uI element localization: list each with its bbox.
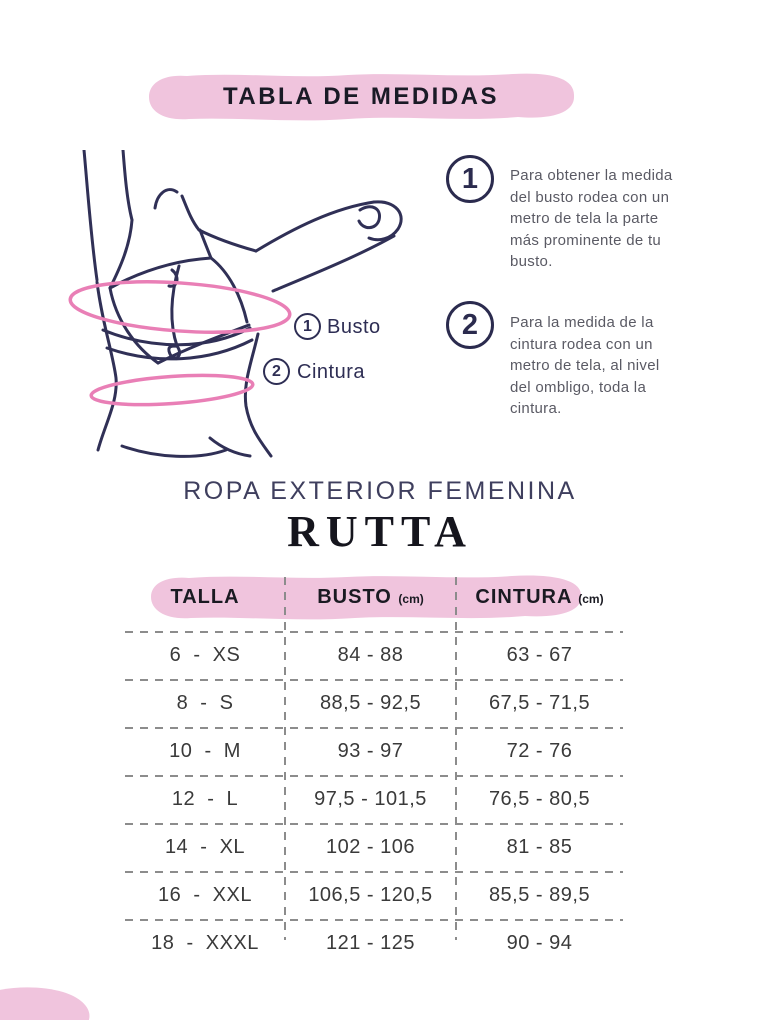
waist-label-number: 2 <box>272 362 281 380</box>
bust-cell: 106,5 - 120,5 <box>308 884 433 906</box>
brand-name: RUTTA <box>287 507 473 556</box>
bust-cell: 84 - 88 <box>337 644 404 666</box>
waist-label-badge <box>263 358 290 385</box>
bust-label-badge <box>294 313 321 340</box>
bust-cell: 88,5 - 92,5 <box>319 692 422 714</box>
page-title: TABLA DE MEDIDAS <box>223 83 499 110</box>
table-row <box>125 727 623 775</box>
waist-cell: 76,5 - 80,5 <box>488 788 591 810</box>
step-2-number: 2 <box>461 308 479 341</box>
bust-cell: 97,5 - 101,5 <box>314 788 427 810</box>
step-1-number: 1 <box>461 162 479 195</box>
table-row <box>125 631 623 679</box>
column-header-cintura: CINTURA (cm) <box>475 586 604 608</box>
measurement-figure-illustration <box>60 150 440 460</box>
step-2-instruction: Para la medida de la cintura rodea con un metro de tela, al nivel del ombligo, toda la cintura. <box>510 314 660 417</box>
bust-cell: 121 - 125 <box>325 932 415 954</box>
bust-label-number: 1 <box>303 317 312 335</box>
step-1-badge <box>446 155 494 203</box>
bust-cell: 102 - 106 <box>325 836 415 858</box>
size-cell: 14 - XL <box>164 836 246 858</box>
size-cell: 16 - XXL <box>158 884 252 906</box>
body-outline <box>84 150 401 456</box>
column-header-busto: BUSTO (cm) <box>317 586 424 608</box>
table-row <box>125 919 623 967</box>
cintura-unit: (cm) <box>578 592 604 606</box>
table-row <box>125 679 623 727</box>
waist-cell: 85,5 - 89,5 <box>488 884 591 906</box>
size-cell: 18 - XXXL <box>151 932 259 954</box>
waist-label: Cintura <box>297 361 365 383</box>
bust-label: Busto <box>327 316 381 338</box>
step-2-badge <box>446 301 494 349</box>
table-row <box>125 823 623 871</box>
size-table <box>125 573 623 968</box>
table-header-row <box>125 573 623 621</box>
size-cell: 6 - XS <box>169 644 241 666</box>
waist-cell: 81 - 85 <box>506 836 573 858</box>
category-heading: ROPA EXTERIOR FEMENINA <box>183 477 577 505</box>
table-row <box>125 871 623 919</box>
bust-cell: 93 - 97 <box>337 740 404 762</box>
size-cell: 8 - S <box>176 692 234 714</box>
waist-cell: 72 - 76 <box>506 740 573 762</box>
step-1-instruction: Para obtener la medida del busto rodea con un metro de tela la parte más prominente de tu busto. <box>510 167 673 270</box>
busto-unit: (cm) <box>398 592 424 606</box>
column-header-talla: TALLA <box>170 586 240 608</box>
waist-cell: 63 - 67 <box>506 644 573 666</box>
waist-cell: 90 - 94 <box>506 932 573 954</box>
size-cell: 10 - M <box>169 740 241 762</box>
corner-decoration-blob <box>0 984 113 1020</box>
table-row <box>125 775 623 823</box>
waist-cell: 67,5 - 71,5 <box>488 692 591 714</box>
size-cell: 12 - L <box>171 788 239 810</box>
